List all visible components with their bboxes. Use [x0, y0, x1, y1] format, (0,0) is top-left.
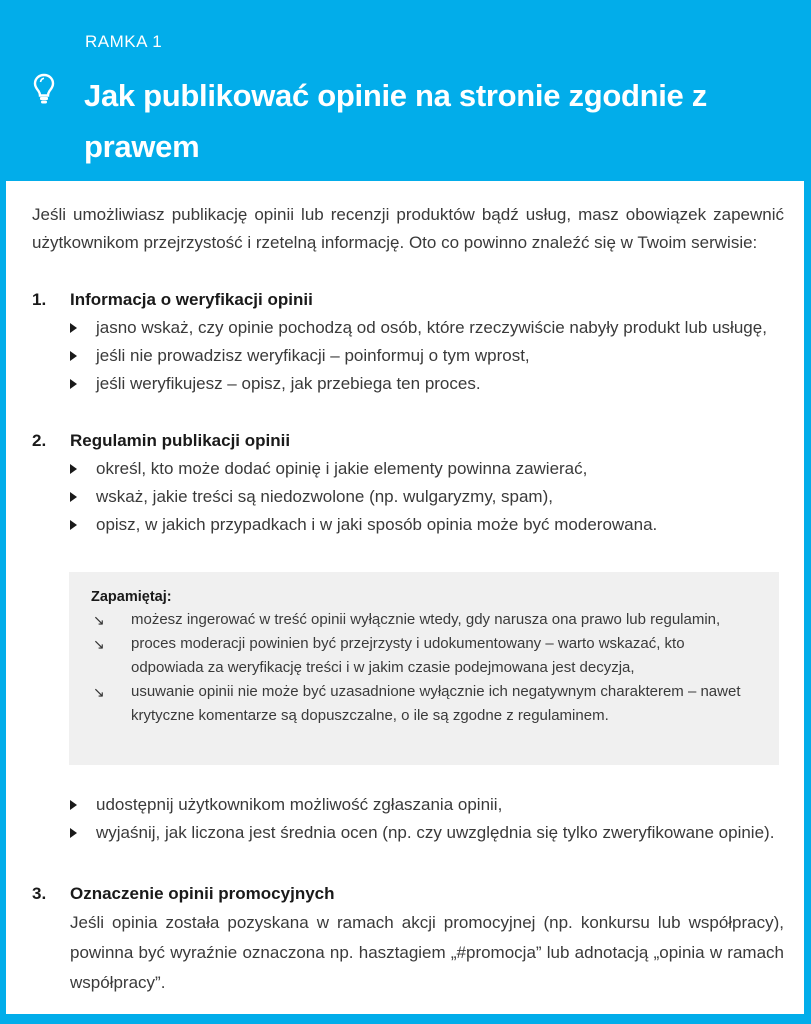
list-item: jeśli weryfikujesz – opisz, jak przebiega ten proces. — [70, 370, 784, 398]
section-title: Oznaczenie opinii promocyjnych — [70, 884, 335, 903]
section-heading — [32, 427, 784, 455]
note-title: Zapamiętaj: — [91, 589, 172, 605]
list-item: udostępnij użytkownikom możliwość zgłaszania opinii, — [70, 791, 784, 819]
note-item: ↘ proces moderacji powinien być przejrzysty i udokumentowany – warto wskazać, kto odpowiada za weryfikację treści i w jakim czasie podejmowana jest decyzja, — [91, 632, 757, 680]
lightbulb-icon — [33, 73, 55, 105]
section-2 — [32, 427, 784, 539]
triangle-bullet-icon — [70, 464, 77, 474]
box-label: RAMKA 1 — [85, 32, 163, 51]
triangle-bullet-icon — [70, 492, 77, 502]
box-header — [0, 0, 811, 181]
box-title: Jak publikować opinie na stronie zgodnie z prawem — [84, 78, 708, 164]
section-title: Regulamin publikacji opinii — [70, 431, 291, 450]
content-panel — [6, 181, 804, 1014]
list-item: jasno wskaż, czy opinie pochodzą od osób, które rzeczywiście nabyły produkt lub usługę, — [70, 314, 784, 342]
triangle-bullet-icon — [70, 351, 77, 361]
section-number: 1. — [32, 290, 47, 309]
section-heading — [32, 286, 784, 314]
intro-paragraph: Jeśli umożliwiasz publikację opinii lub recenzji produktów bądź usług, masz obowiązek zapewnić użytkownikom przejrzystość i rzetelną informację. Oto co powinno znaleźć się w Twoim serwisie: — [32, 205, 784, 252]
list-item: określ, kto może dodać opinię i jakie elementy powinna zawierać, — [70, 455, 784, 483]
section-paragraph: Jeśli opinia została pozyskana w ramach akcji promocyjnej (np. konkursu lub współpracy), powinna być wyraźnie oznaczona np. hasztagiem „#promocja” lub adnotacją „opinia w ramach współpracy”. — [70, 913, 784, 992]
section-3 — [32, 880, 784, 998]
arrow-down-right-icon: ↘ — [93, 684, 105, 700]
section-number: 3. — [32, 884, 47, 903]
section-title: Informacja o weryfikacji opinii — [70, 290, 313, 309]
triangle-bullet-icon — [70, 323, 77, 333]
section-number: 2. — [32, 431, 47, 450]
list-item: opisz, w jakich przypadkach i w jaki sposób opinia może być moderowana. — [70, 511, 784, 539]
section-heading — [32, 880, 784, 908]
section-1 — [32, 286, 784, 398]
remember-note-box — [69, 572, 779, 765]
arrow-down-right-icon: ↘ — [93, 612, 105, 628]
arrow-down-right-icon: ↘ — [93, 636, 105, 652]
list-item: wskaż, jakie treści są niedozwolone (np. wulgaryzmy, spam), — [70, 483, 784, 511]
list-item: wyjaśnij, jak liczona jest średnia ocen (np. czy uwzględnia się tylko zweryfikowane opinie). — [70, 819, 784, 847]
note-item: ↘ możesz ingerować w treść opinii wyłącznie wtedy, gdy narusza ona prawo lub regulamin, — [91, 608, 757, 632]
note-item: ↘ usuwanie opinii nie może być uzasadnione wyłącznie ich negatywnym charakterem – nawet krytyczne komentarze są dopuszczalne, o ile są zgodne z regulaminem. — [91, 680, 757, 728]
section-2-continued — [32, 791, 784, 847]
triangle-bullet-icon — [70, 379, 77, 389]
triangle-bullet-icon — [70, 520, 77, 530]
triangle-bullet-icon — [70, 800, 77, 810]
list-item: jeśli nie prowadzisz weryfikacji – poinformuj o tym wprost, — [70, 342, 784, 370]
triangle-bullet-icon — [70, 828, 77, 838]
